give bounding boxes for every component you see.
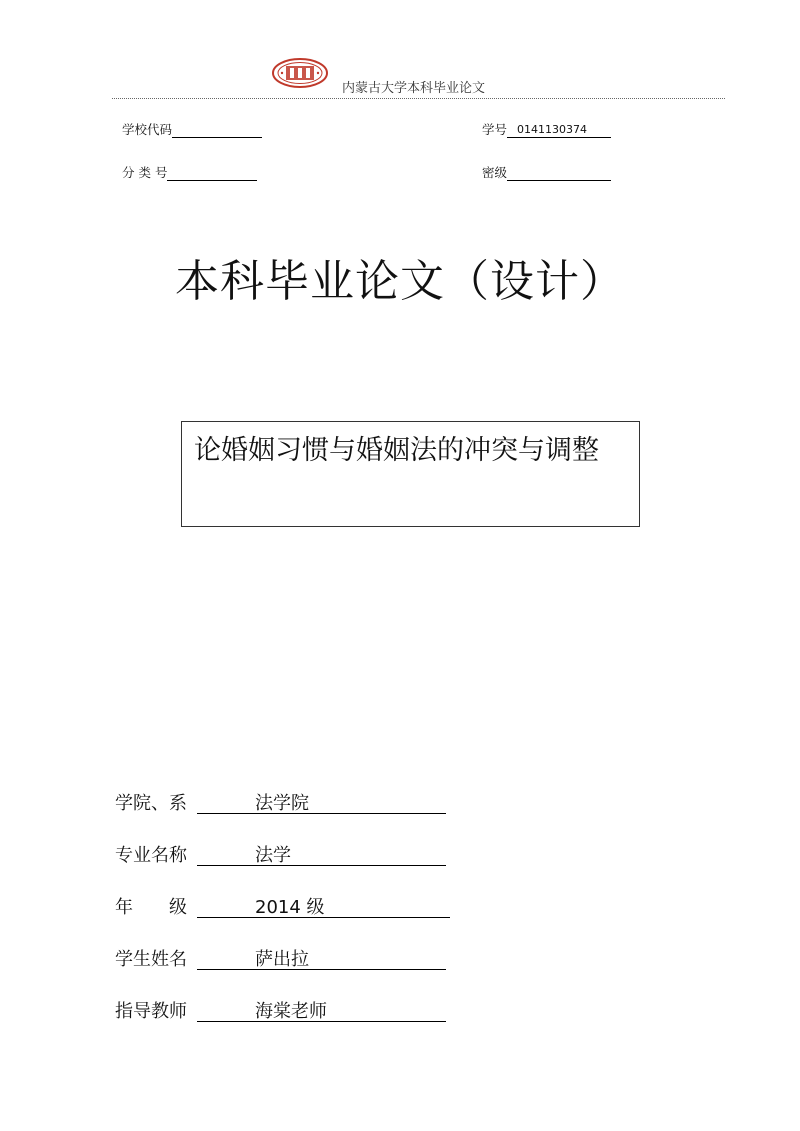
header-university-name: 内蒙古大学本科毕业论文	[342, 81, 486, 96]
grade-value: 2014 级	[255, 897, 325, 918]
student-name-field	[197, 945, 446, 970]
major-value: 法学	[255, 845, 291, 866]
college-value: 法学院	[255, 793, 309, 814]
school-code-row	[122, 120, 262, 138]
thesis-title-box	[181, 421, 640, 527]
header-divider	[112, 98, 725, 99]
student-id-row	[482, 120, 611, 138]
school-code-label: 学校代码	[122, 122, 173, 137]
classification-label: 分 类 号	[122, 165, 168, 180]
security-row	[482, 163, 611, 181]
page-title: 本科毕业论文（设计）	[175, 256, 625, 307]
advisor-label: 指导教师	[115, 1001, 187, 1022]
college-field	[197, 789, 446, 814]
student-name-value: 萨出拉	[255, 949, 309, 970]
grade-label: 年 级	[115, 897, 187, 918]
major-field	[197, 841, 446, 866]
student-id-field: 0141130374	[507, 122, 611, 138]
school-code-field	[172, 122, 262, 138]
student-name-label: 学生姓名	[115, 949, 187, 970]
classification-row	[122, 163, 257, 181]
student-id-label: 学号	[482, 122, 508, 137]
major-label: 专业名称	[115, 845, 187, 866]
security-label: 密级	[482, 165, 508, 180]
classification-field	[167, 165, 257, 181]
advisor-field	[197, 997, 446, 1022]
advisor-value: 海棠老师	[255, 1001, 327, 1022]
university-seal-icon	[272, 58, 328, 88]
grade-field	[197, 893, 450, 918]
college-label: 学院、系	[115, 793, 187, 814]
security-field	[507, 165, 611, 181]
thesis-title: 论婚姻习惯与婚姻法的冲突与调整	[194, 435, 599, 466]
